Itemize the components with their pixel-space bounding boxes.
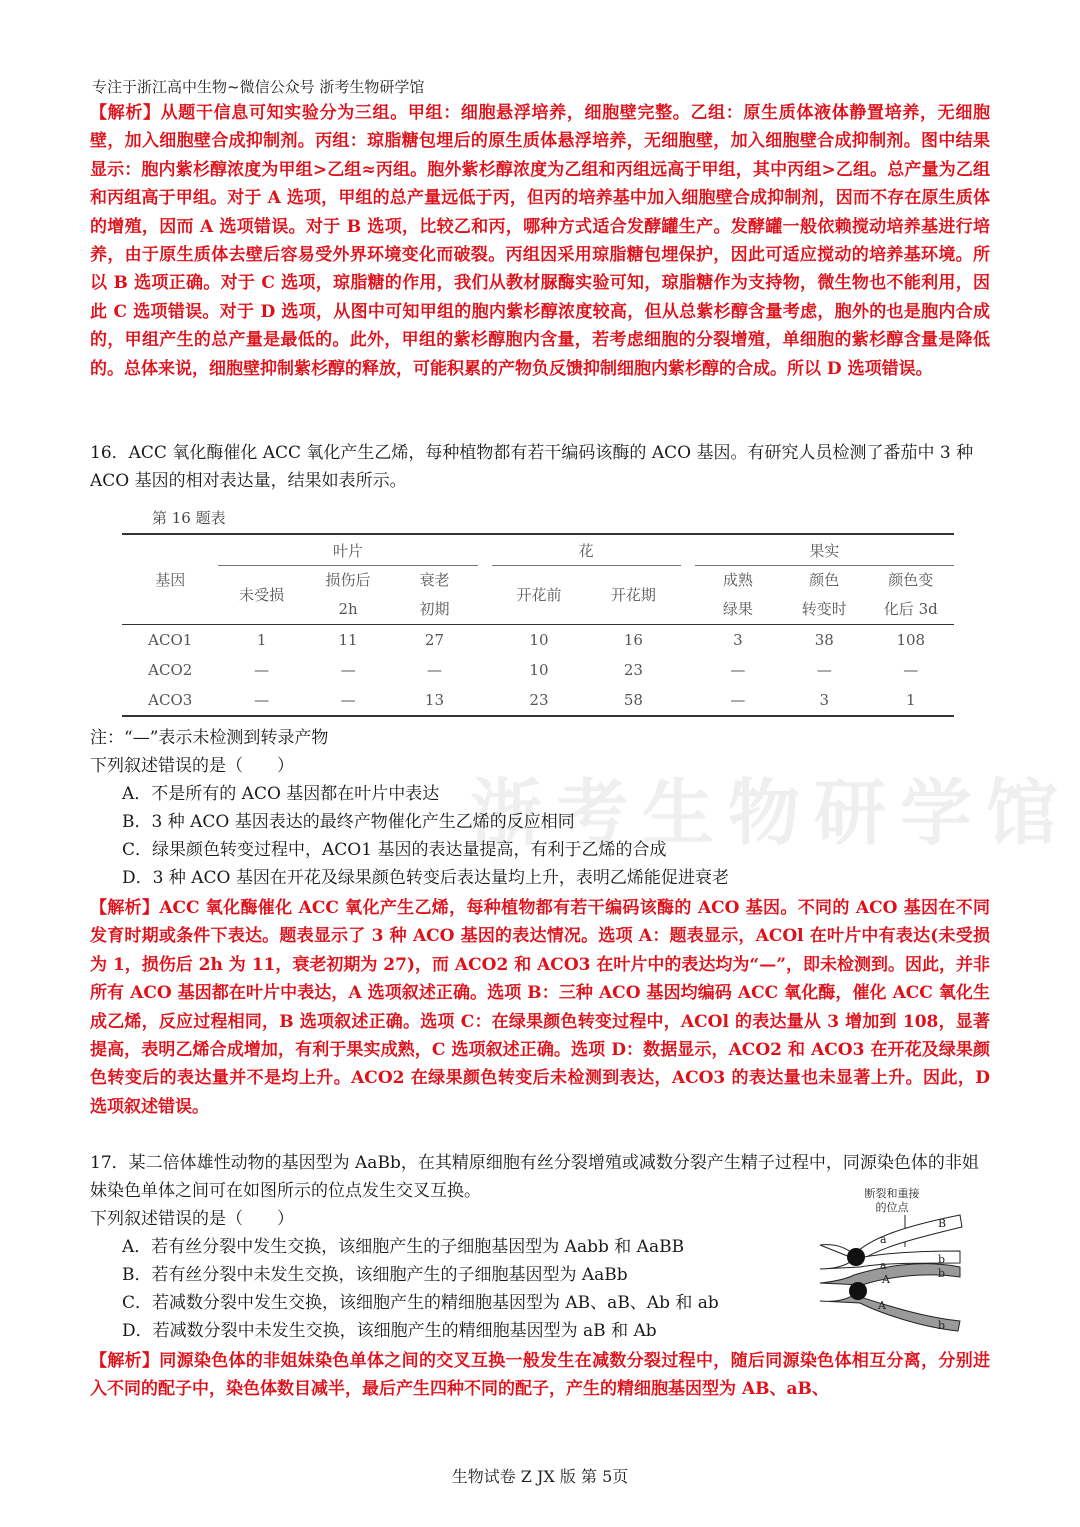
option-17-d: D．若减数分裂中未发生交换，该细胞产生的精细胞基因型为 aB 和 Ab	[122, 1321, 657, 1341]
value-cell: —	[816, 661, 832, 679]
allele-label-b: b	[938, 1253, 946, 1266]
value-cell: 3	[733, 631, 743, 649]
analysis-tag: 【解析】	[90, 1351, 160, 1371]
subheader-cell: 颜色 转变时	[781, 566, 867, 625]
subheader-cell: 开花前	[492, 566, 586, 625]
table-subheader-row	[122, 566, 954, 625]
gene-cell: ACO2	[148, 661, 193, 679]
allele-label-b: b	[938, 1319, 946, 1332]
option-16-c: C．绿果颜色转变过程中，ACO1 基因的表达量提高，有利于乙烯的合成	[122, 840, 667, 860]
page-header: 专注于浙江高中生物~微信公众号 浙考生物研学馆	[92, 78, 425, 96]
value-cell: 13	[391, 685, 477, 716]
gene-column-header: 基因	[122, 534, 218, 625]
expression-table	[122, 533, 954, 717]
value-cell: —	[218, 685, 304, 716]
page-footer: 生物试卷 Z JX 版 第 5页	[451, 1467, 629, 1486]
group-header-fruit: 果实	[695, 534, 954, 566]
centromere-upper	[847, 1248, 865, 1266]
question-17-stem: 17．某二倍体雄性动物的基因型为 AaBb，在其精原细胞有丝分裂增殖或减数分裂产生精子过程中，同源染色体的非姐妹染色单体之间可在如图所示的位点发生交叉互换。	[90, 1153, 979, 1201]
value-cell: 1	[256, 631, 267, 649]
figure-label-line1: 断裂和重接	[864, 1187, 920, 1200]
value-cell: 1	[868, 685, 954, 716]
value-cell: 27	[424, 631, 445, 649]
value-cell: 16	[623, 631, 643, 649]
option-17-a: A．若有丝分裂中发生交换，该细胞产生的子细胞基因型为 Aabb 和 AaBB	[122, 1237, 685, 1257]
subheader-cell: 衰老 初期	[391, 566, 477, 625]
value-cell: 108	[896, 631, 926, 649]
value-cell: —	[903, 661, 919, 679]
analysis-tag: 【解析】	[90, 103, 161, 123]
value-cell: 23	[623, 661, 643, 679]
analysis-q15-text: 从题干信息可知实验分为三组。甲组：细胞悬浮培养，细胞壁完整。乙组：原生质体液体静置培养，无细胞壁，加入细胞壁合成抑制剂。丙组：琼脂糖包埋后的原生质体悬浮培养，无细胞壁，加入细胞壁合成抑制剂。图中结果显示：胞内紫杉醇浓度为甲组>乙组≈丙组。胞外紫杉醇浓度为乙组和丙组远高于甲组，其中丙组>乙组。总产量为乙组和丙组高于甲组。对于 A 选项，甲组的总产量远低于丙，但丙的培养基中加入细胞壁合成抑制剂，因而不存在原生质体的增殖，因而 A 选项错误。对于 B 选项，比较乙和丙，哪种方式适合发酵罐生产。发酵罐一般依赖搅动培养基进行培养，由于原生质体去壁后容易受外界环境变化而破裂。丙组因采用琼脂糖包埋保护，因此可适应搅动的培养基环境。所以 B 选项正确。对于 C 选项，琼脂糖的作用，我们从教材脲酶实验可知，琼脂糖作为支持物，微生物也不能利用，因此 C 选项错误。对于 D 选项，从图中可知甲组的胞内紫杉醇浓度较高，但从总紫杉醇含量考虑，胞外的也是胞内合成的，甲组产生的总产量是最低的。此外，甲组的紫杉醇胞内含量，若考虑细胞的分裂增殖，单细胞的紫杉醇含量是降低的。总体来说，细胞壁抑制紫杉醇的释放，可能积累的产物负反馈抑制细胞内紫杉醇的合成。所以 D 选项错误。	[90, 103, 990, 379]
crossover-diagram	[810, 1185, 970, 1335]
gene-cell: ACO3	[122, 685, 218, 716]
allele-label-B: B	[938, 1217, 947, 1230]
analysis-tag: 【解析】	[90, 898, 160, 918]
table-row	[122, 625, 954, 656]
allele-label-b: b	[938, 1267, 946, 1280]
table-row	[122, 655, 954, 685]
gene-cell: ACO1	[148, 631, 193, 649]
analysis-q17	[90, 1347, 990, 1404]
value-cell: 38	[814, 631, 834, 649]
value-cell: —	[340, 661, 356, 679]
figure-label-line2: 的位点	[875, 1201, 909, 1214]
value-cell: 10	[529, 631, 549, 649]
group-header-leaf: 叶片	[218, 534, 477, 566]
centromere-lower	[849, 1282, 867, 1300]
allele-label-a: a	[880, 1233, 887, 1246]
analysis-q16-text: ACC 氧化酶催化 ACC 氧化产生乙烯，每种植物都有若干编码该酶的 ACO 基因。不同的 ACO 基因在不同发育时期或条件下表达。题表显示了 3 种 ACO 基因的表达情况。选项 A：题表显示，ACOl 在叶片中有表达(未受损为 1，损伤后 2h 为 11，衰老初期为 27)，而 ACO2 和 ACO3 在叶片中的表达均为“—”，即未检测到。因此，并非所有 ACO 基因都在叶片中表达，A 选项叙述正确。选项 B：三种 ACO 基因均编码 ACC 氧化酶，催化 ACC 氧化生成乙烯，反应过程相同，B 选项叙述正确。选项 C：在绿果颜色转变过程中，ACOl 的表达量从 3 增加到 108，显著提高，表明乙烯合成增加，有利于果实成熟，C 选项叙述正确。选项 D：数据显示，ACO2 和 ACO3 在开花及绿果颜色转变后的表达量并不是均上升。ACO2 在绿果颜色转变后未检测到表达，ACO3 的表达量也未显著上升。因此，D 选项叙述错误。	[90, 898, 990, 1117]
subheader-cell: 成熟 绿果	[695, 566, 781, 625]
analysis-q16	[90, 894, 990, 1121]
value-cell: 11	[338, 631, 358, 649]
option-16-d: D．3 种 ACO 基因在开花及绿果颜色转变后表达量均上升，表明乙烯能促进衰老	[122, 868, 729, 888]
subheader-cell: 开花期	[586, 566, 680, 625]
allele-label-A: A	[882, 1273, 890, 1286]
question-17-prompt: 下列叙述错误的是（ ）	[90, 1209, 294, 1229]
question-16-stem: 16．ACC 氧化酶催化 ACC 氧化产生乙烯，每种植物都有若干编码该酶的 ACO 基因。有研究人员检测了番茄中 3 种 ACO 基因的相对表达量，结果如表所示。	[90, 443, 974, 491]
subheader-cell: 未受损	[218, 566, 304, 625]
watermark: 浙考生物研学馆	[470, 770, 1073, 855]
subheader-cell: 损伤后 2h	[305, 566, 391, 625]
option-16-b: B．3 种 ACO 基因表达的最终产物催化产生乙烯的反应相同	[122, 812, 575, 832]
value-cell: —	[254, 661, 270, 679]
value-cell: —	[730, 661, 746, 679]
allele-label-A: A	[878, 1299, 886, 1312]
value-cell: 23	[492, 685, 586, 716]
group-header-flower: 花	[492, 534, 681, 566]
value-cell: 10	[529, 661, 549, 679]
analysis-q17-text: 同源染色体的非姐妹染色单体之间的交叉互换一般发生在减数分裂过程中，随后同源染色体相互分离，分别进入不同的配子中，染色体数目减半，最后产生四种不同的配子，产生的精细胞基因型为 AB、aB、	[90, 1351, 991, 1400]
option-17-b: B．若有丝分裂中未发生交换，该细胞产生的子细胞基因型为 AaBb	[122, 1265, 628, 1285]
value-cell: —	[305, 685, 391, 716]
subheader-cell: 颜色变 化后 3d	[868, 566, 954, 625]
value-cell: 58	[586, 685, 680, 716]
option-16-a: A．不是所有的 ACO 基因都在叶片中表达	[122, 784, 440, 804]
question-16-prompt: 下列叙述错误的是（ ）	[90, 756, 294, 776]
value-cell: —	[695, 685, 781, 716]
table-row	[122, 685, 954, 716]
table-group-header-row	[122, 534, 954, 566]
allele-label-a: a	[880, 1259, 887, 1272]
table-note: 注：“—”表示未检测到转录产物	[90, 728, 329, 748]
analysis-q15	[90, 99, 990, 383]
value-cell: —	[426, 661, 442, 679]
option-17-c: C．若减数分裂中发生交换，该细胞产生的精细胞基因型为 AB、aB、Ab 和 ab	[122, 1293, 719, 1313]
table-caption: 第 16 题表	[152, 509, 226, 527]
value-cell: 3	[781, 685, 867, 716]
